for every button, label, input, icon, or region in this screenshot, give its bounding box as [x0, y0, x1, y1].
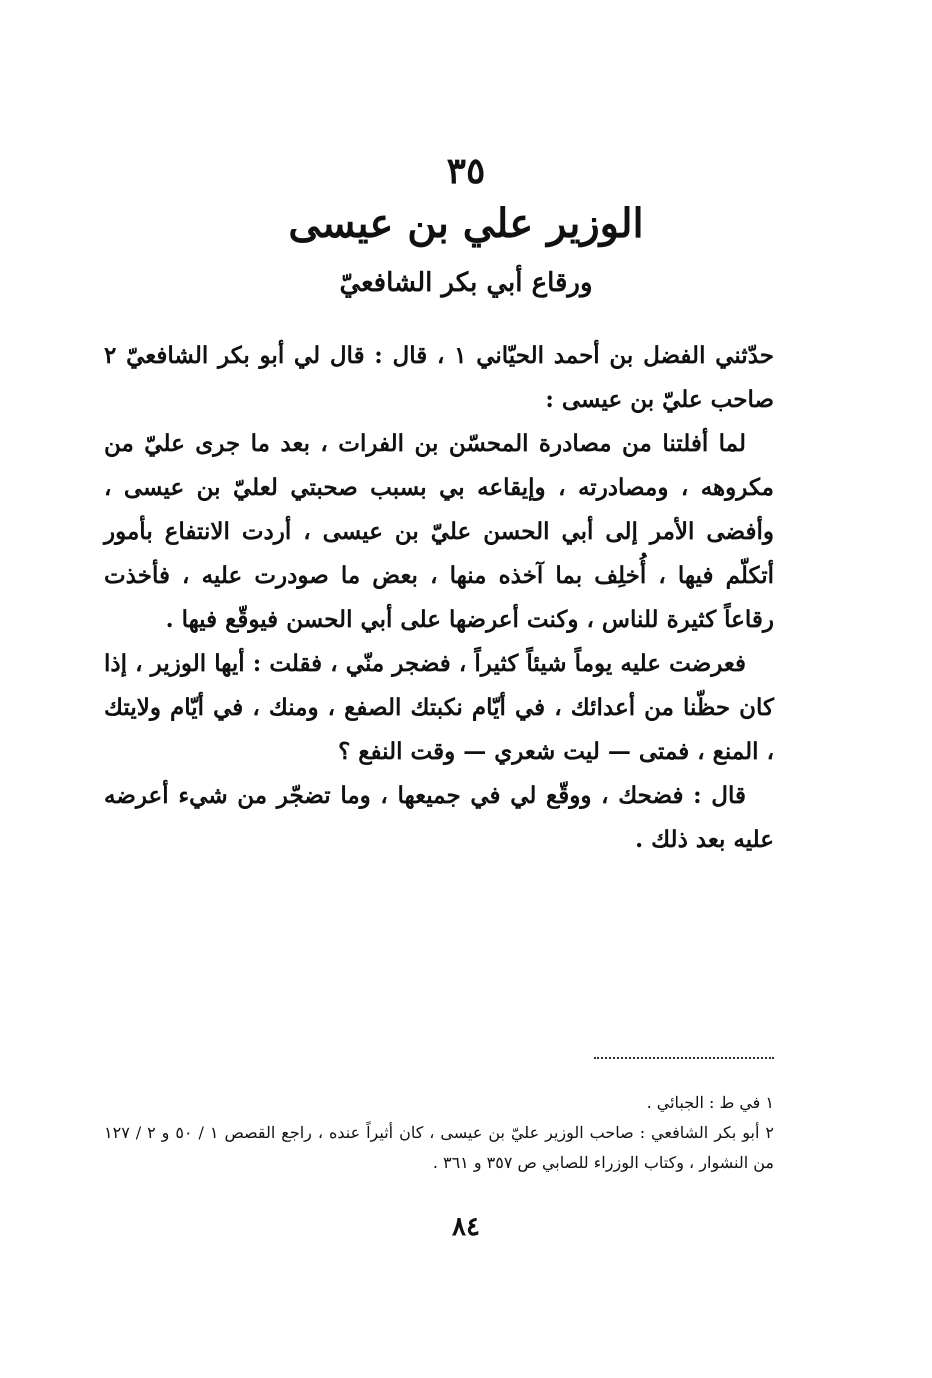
- footnote: ١ في ط : الجبائي .: [646, 1093, 774, 1112]
- paragraph: قال : فضحك ، ووقّع لي في جميعها ، وما تضجّر من شيء أعرضه عليه بعد ذلك .: [104, 782, 774, 853]
- chapter-subtitle: ورقاع أبي بكر الشافعيّ: [339, 268, 593, 298]
- body-text: [104, 334, 774, 862]
- footnotes: [104, 1088, 774, 1178]
- footnote: ٢ أبو بكر الشافعي : صاحب الوزير عليّ بن عيسى ، كان أثيراً عنده ، راجع القصص ١ / ٥٠ و ٢ / ١٢٧ من النشوار ، وكتاب الوزراء للصابي ص ٣٥٧ و ٣٦١ .: [104, 1123, 775, 1172]
- chapter-number: ٣٥: [446, 150, 486, 192]
- paragraph: حدّثني الفضل بن أحمد الحيّاني ١ ، قال : قال لي أبو بكر الشافعيّ ٢ صاحب عليّ بن عيسى :: [104, 342, 774, 413]
- chapter-title: الوزير علي بن عيسى: [288, 200, 644, 247]
- footnote-divider: [594, 1057, 774, 1059]
- paragraph: لما أفلتنا من مصادرة المحسّن بن الفرات ، بعد ما جرى عليّ من مكروهه ، ومصادرته ، وإيقاعه بي بسبب صحبتي لعليّ بن عيسى ، وأفضى الأمر إلى أبي الحسن عليّ بن عيسى ، أردت الانتفاع بأمور أتكلّم فيها ، أُخلِف بما آخذه منها ، بعض ما صودرت عليه ، فأخذت رقاعاً كثيرة للناس ، وكنت أعرضها على أبي الحسن فيوقّع فيها .: [104, 430, 774, 633]
- page-number: ٨٤: [452, 1212, 480, 1242]
- paragraph: فعرضت عليه يوماً شيئاً كثيراً ، فضجر منّي ، فقلت : أيها الوزير ، إذا كان حظّنا من أعدائك ، في أيّام نكبتك الصفع ، ومنك ، في أيّام ولايتك ، المنع ، فمتى — ليت شعري — وقت النفع ؟: [104, 650, 774, 765]
